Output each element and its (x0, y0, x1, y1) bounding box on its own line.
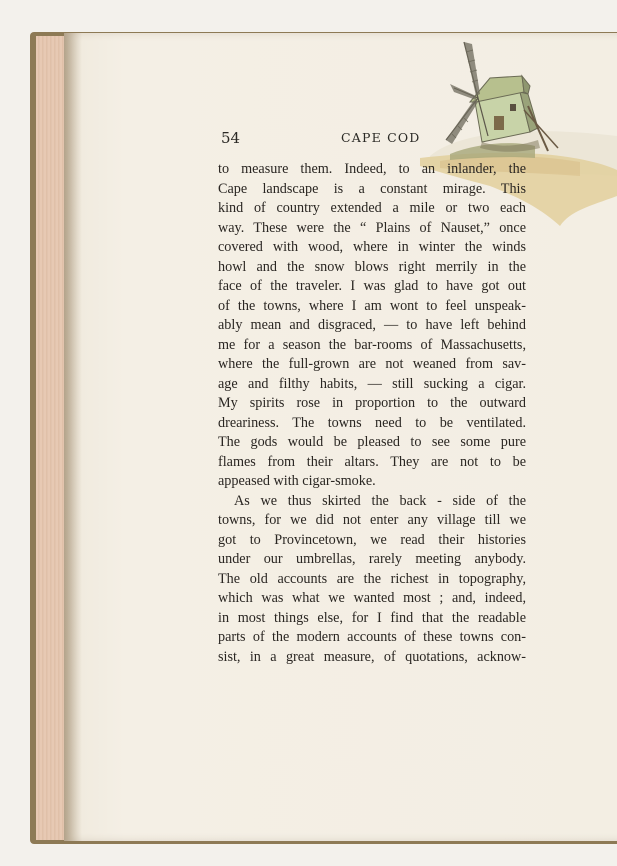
text-line: in most things else, for I find that the readable (218, 609, 526, 626)
text-line: covered with wood, where in winter the winds (218, 239, 526, 255)
text-line: My spirits rose in proportion to the outward (218, 395, 526, 411)
text-line: flames from their altars. They are not to be (218, 453, 526, 470)
gutter-shadow (64, 33, 82, 841)
running-head (221, 129, 527, 151)
text-line: under our umbrellas, rarely meeting anybody. (218, 551, 526, 567)
text-line: ably mean and disgraced, — to have left behind (218, 317, 526, 333)
text-line: face of the traveler. I was glad to have got out (218, 278, 526, 294)
text-line: kind of country extended a mile or two each (218, 200, 526, 216)
text-line: where the full-grown are not weaned from sav- (218, 356, 526, 372)
text-line: of the towns, where I am wont to feel unspeak- (218, 297, 526, 314)
text-line: sist, in a great measure, of quotations, acknow- (218, 648, 526, 665)
paragraph (218, 492, 526, 668)
text-line: As we thus skirted the back - side of the (234, 492, 526, 509)
paragraph (218, 160, 526, 492)
text-line: age and filthy habits, — still sucking a cigar. (218, 375, 526, 392)
text-line: me for a season the bar-rooms of Massachusetts, (218, 336, 526, 353)
text-line: howl and the snow blows right merrily in the (218, 258, 526, 275)
text-line: The gods would be pleased to see some pure (218, 434, 526, 450)
text-line: Cape landscape is a constant mirage. This (218, 180, 526, 197)
text-line: dreariness. The towns need to be ventilated. (218, 414, 526, 431)
running-title: CAPE COD (341, 130, 421, 145)
text-line: towns, for we did not enter any village till we (218, 512, 526, 528)
text-line: parts of the modern accounts of these towns con- (218, 629, 526, 645)
text-line: got to Provincetown, we read their histories (218, 531, 526, 548)
page-number: 54 (221, 129, 241, 147)
body-text (218, 160, 526, 667)
text-line: which was what we wanted most ; and, indeed, (218, 590, 526, 606)
text-line: appeased with cigar-smoke. (218, 473, 376, 489)
text-line: The old accounts are the richest in topography, (218, 570, 526, 587)
text-line: to measure them. Indeed, to an inlander, the (218, 161, 526, 177)
text-line: way. These were the “ Plains of Nauset,” once (218, 219, 526, 236)
